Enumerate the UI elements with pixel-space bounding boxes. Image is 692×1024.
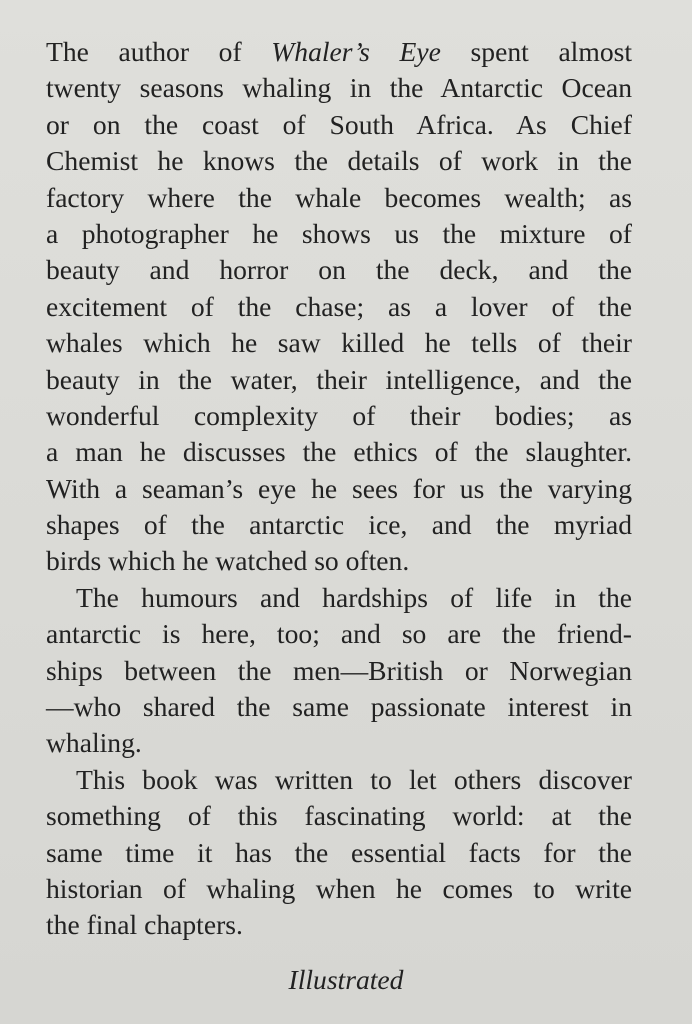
illustrated-note: Illustrated: [288, 964, 404, 995]
text-line: historian of whaling when he comes to write: [46, 872, 632, 904]
text-line: a photographer he shows us the mixture of: [46, 217, 632, 249]
text-line: The humours and hardships of life in the: [76, 581, 632, 613]
text-line: beauty in the water, their intelligence, and the: [46, 363, 632, 395]
text-line: —who shared the same passionate interest in: [46, 691, 632, 723]
text-line: the final chapters.: [46, 909, 243, 941]
text-line: This book was written to let others discover: [76, 763, 632, 795]
text-line: same time it has the essential facts for the: [46, 836, 632, 868]
text-line: [46, 34, 632, 70]
text-line: wonderful complexity of their bodies; as: [46, 399, 632, 431]
text-line: beauty and horror on the deck, and the: [46, 254, 632, 286]
text-line: something of this fascinating world: at the: [46, 800, 632, 832]
text-run: The author of: [46, 36, 272, 67]
book-title: Whaler’s Eye: [271, 36, 441, 67]
paragraph-3: [46, 762, 632, 944]
text-line: excitement of the chase; as a lover of the: [46, 290, 632, 322]
text-line: ships between the men—British or Norwegian: [46, 654, 632, 686]
text-run: spent almost: [440, 36, 633, 67]
text-line: whaling.: [46, 727, 142, 759]
text-line: factory where the whale becomes wealth; as: [46, 181, 632, 213]
text-line: a man he discusses the ethics of the slaughter.: [46, 436, 632, 468]
text-line: antarctic is here, too; and so are the friend-: [46, 618, 632, 650]
paragraph-2: [46, 580, 632, 762]
paragraph-1: [46, 34, 632, 580]
text-line: Chemist he knows the details of work in the: [46, 145, 632, 177]
text-line: birds which he watched so often.: [46, 545, 410, 577]
text-line: With a seaman’s eye he sees for us the varying: [46, 472, 632, 504]
text-line: twenty seasons whaling in the Antarctic Ocean: [46, 72, 632, 104]
text-line: whales which he saw killed he tells of their: [46, 327, 632, 359]
text-line: or on the coast of South Africa. As Chief: [46, 108, 632, 140]
blurb-text: [46, 34, 632, 944]
text-line: shapes of the antarctic ice, and the myriad: [46, 509, 632, 541]
